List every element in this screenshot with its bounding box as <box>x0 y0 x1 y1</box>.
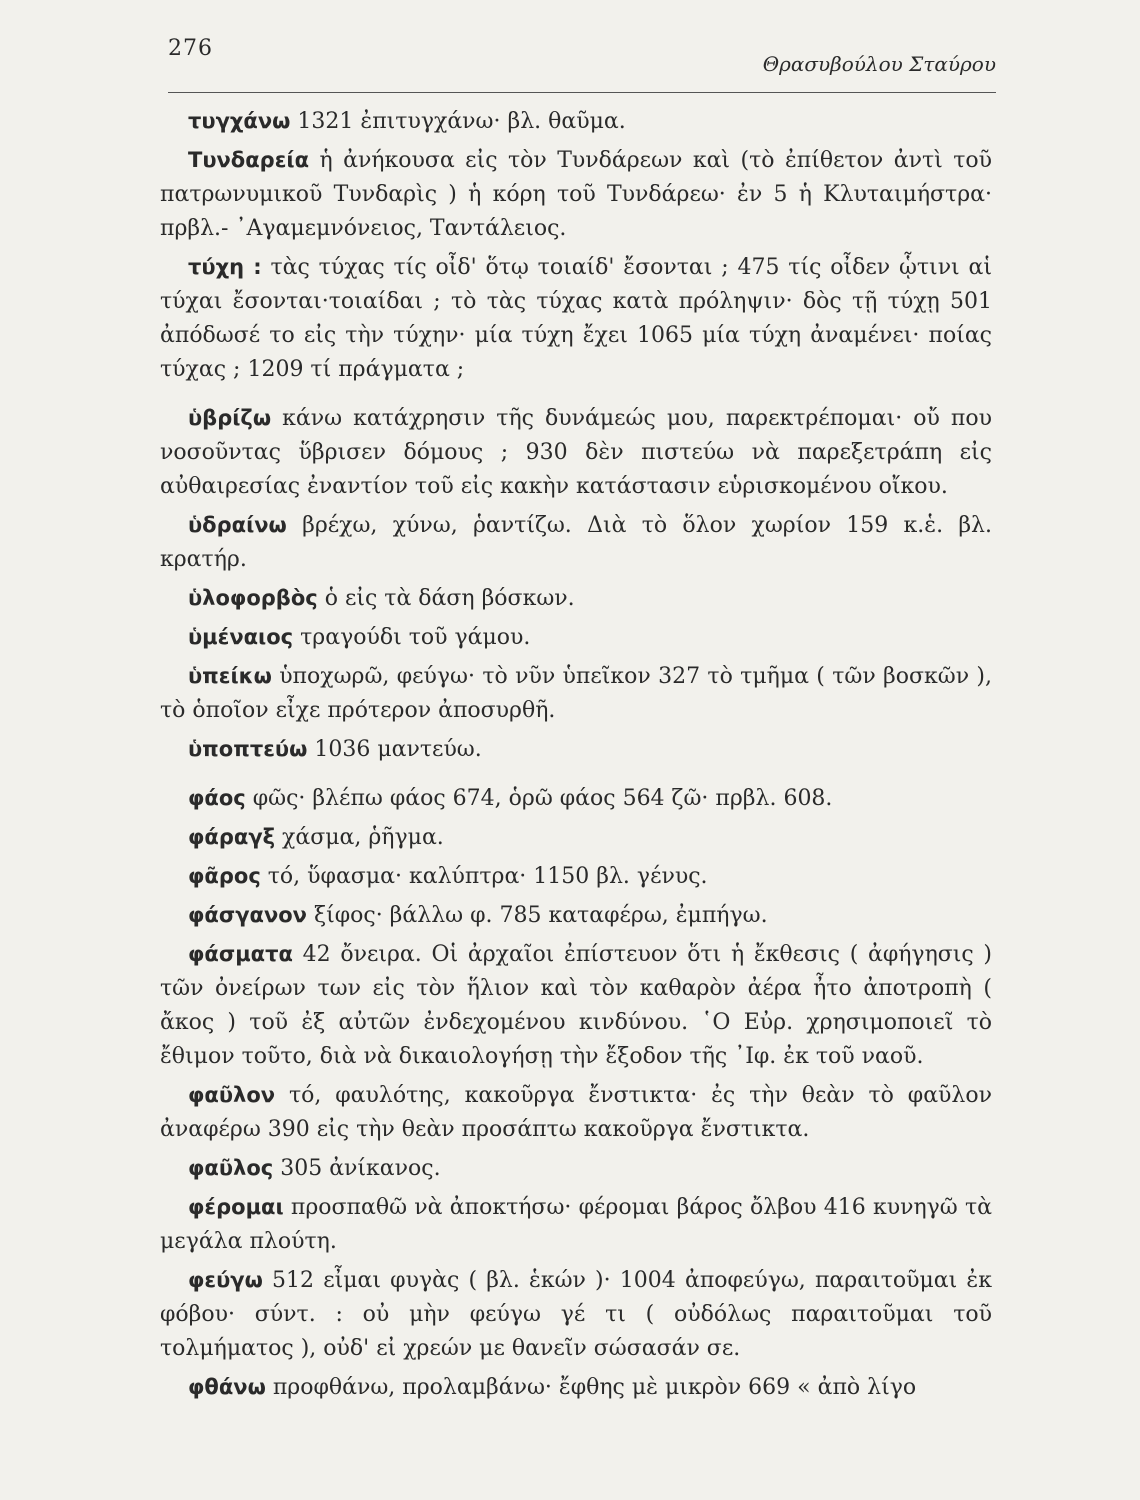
entry-definition: 42 ὄνειρα. Οἱ ἀρχαῖοι ἐπίστευον ὅτι ἡ ἔκθεσις ( ἀφήγησις ) τῶν ὀνείρων των εἰς τὸν ἥλιον καὶ τὸν καθαρὸν ἀέρα ἦτο ἀποτροπὴ ( ἄκος ) τοῦ ἐξ αὐτῶν ἐνδεχομένου κινδύνου. ῾Ο Εὐρ. χρησιμοποιεῖ τὸ ἔθιμον τοῦτο, διὰ νὰ δικαιολογήσῃ τὴν ἔξοδον τῆς ᾿Ιφ. ἐκ τοῦ ναοῦ. <box>160 942 993 1069</box>
running-title: Θρασυβούλου Σταύρου <box>762 52 996 76</box>
entry-definition: 305 ἀνίκανος. <box>280 1156 441 1181</box>
entry-definition: τὰς τύχας τίς οἶδ' ὅτῳ τοιαίδ' ἔσονται ; 475 τίς οἶδεν ᾧτινι αἱ τύχαι ἔσονται·τοιαίδαι ; τὸ τὰς τύχας κατὰ πρόληψιν· δὸς τῇ τύχῃ 501 ἀπόδωσέ το εἰς τὴν τύχην· μία τύχη ἔχει 1065 μία τύχη ἀναμένει· ποίας τύχας ; 1209 τί πράγματα ; <box>160 255 992 382</box>
glossary-entry <box>160 1190 992 1259</box>
entry-definition: φῶς· βλέπω φάος 674, ὁρῶ φάος 564 ζῶ· πρβλ. 608. <box>252 786 833 811</box>
glossary-entry <box>160 250 992 387</box>
entry-headword: φεύγω <box>188 1268 263 1292</box>
glossary-entries <box>160 104 992 1409</box>
glossary-entry <box>160 898 992 933</box>
entry-headword: ὑπείκω <box>188 664 272 688</box>
glossary-entry <box>160 937 992 1074</box>
entry-headword: Τυνδαρεία <box>188 148 309 172</box>
entry-headword: ὑβρίζω <box>188 406 272 430</box>
entry-headword: φάος <box>188 786 246 810</box>
entry-headword: ὑδραίνω <box>188 513 287 537</box>
glossary-entry <box>160 859 992 894</box>
entry-headword: ὑμέναιος <box>188 625 294 649</box>
glossary-entry <box>160 104 992 139</box>
entry-headword: φάραγξ <box>188 825 276 849</box>
glossary-entry <box>160 1263 992 1366</box>
glossary-entry <box>160 143 992 246</box>
entry-headword: φαῦλος <box>188 1156 274 1180</box>
entry-headword: φέρομαι <box>188 1195 284 1219</box>
entry-definition: τό, ὕφασμα· καλύπτρα· 1150 βλ. γένυς. <box>267 864 708 889</box>
glossary-entry <box>160 1078 992 1147</box>
entry-headword: φάσματα <box>188 942 293 966</box>
entry-headword: τύχη : <box>188 255 262 279</box>
entry-definition: ξίφος· βάλλω φ. 785 καταφέρω, ἐμπήγω. <box>313 903 768 928</box>
entry-headword: ὑλοφορβὸς <box>188 586 318 610</box>
entry-definition: χάσμα, ῥῆγμα. <box>282 825 444 850</box>
page-number: 276 <box>168 36 213 61</box>
entry-definition: 512 εἶμαι φυγὰς ( βλ. ἑκών )· 1004 ἀποφεύγω, παραιτοῦμαι ἐκ φόβου· σύντ. : οὐ μὴν φεύγω γέ τι ( οὐδόλως παραιτοῦμαι τοῦ τολμήματος ), οὐδ' εἰ χρεών με θανεῖν σώσασάν σε. <box>160 1268 992 1361</box>
entry-definition: προφθάνω, προλαμβάνω· ἔφθης μὲ μικρὸν 669 « ἀπὸ λίγο <box>272 1375 917 1400</box>
page-header <box>168 36 996 93</box>
glossary-entry <box>160 781 992 816</box>
entry-headword: φάσγανον <box>188 903 307 927</box>
entry-definition: 1036 μαντεύω. <box>314 737 482 762</box>
entry-headword: τυγχάνω <box>188 109 291 133</box>
entry-definition: 1321 ἐπιτυγχάνω· βλ. θαῦμα. <box>297 109 626 134</box>
glossary-entry <box>160 1370 992 1405</box>
glossary-entry <box>160 1151 992 1186</box>
glossary-entry <box>160 820 992 855</box>
glossary-entry <box>160 401 992 504</box>
entry-headword: φᾶρος <box>188 864 261 888</box>
entry-definition: τραγούδι τοῦ γάμου. <box>300 625 531 650</box>
entry-definition: τό, φαυλότης, κακοῦργα ἔνστικτα· ἐς τὴν θεὰν τὸ φαῦλον ἀναφέρω 390 εἰς τὴν θεὰν προσάπτω κακοῦργα ἔνστικτα. <box>160 1083 992 1142</box>
entry-definition: ὁ εἰς τὰ δάση βόσκων. <box>324 586 575 611</box>
entry-definition: ἡ ἀνήκουσα εἰς τὸν Τυνδάρεων καὶ (τὸ ἐπίθετον ἀντὶ τοῦ πατρωνυμικοῦ Τυνδαρὶς ) ἡ κόρη τοῦ Τυνδάρεω· ἐν 5 ἡ Κλυταιμήστρα· πρβλ.- ᾿Αγαμεμνόνειος, Ταντάλειος. <box>160 148 992 241</box>
entry-definition: κάνω κατάχρησιν τῆς δυνάμεώς μου, παρεκτρέπομαι· οὔ που νοσοῦντας ὕβρισεν δόμους ; 930 δὲν πιστεύω νὰ παρεξετράπη εἰς αὐθαιρεσίας ἐναντίον τοῦ εἰς κακὴν κατάστασιν εὑρισκομένου οἴκου. <box>160 406 992 499</box>
glossary-entry <box>160 659 992 728</box>
glossary-entry <box>160 732 992 767</box>
entry-headword: ὑποπτεύω <box>188 737 308 761</box>
glossary-entry <box>160 581 992 616</box>
entry-definition: ὑποχωρῶ, φεύγω· τὸ νῦν ὑπεῖκον 327 τὸ τμῆμα ( τῶν βοσκῶν ), τὸ ὁποῖον εἶχε πρότερον ἀποσυρθῆ. <box>160 664 992 723</box>
entry-headword: φαῦλον <box>188 1083 276 1107</box>
glossary-entry <box>160 620 992 655</box>
glossary-entry <box>160 508 992 577</box>
entry-definition: προσπαθῶ νὰ ἀποκτήσω· φέρομαι βάρος ὄλβου 416 κυνηγῶ τὰ μεγάλα πλούτη. <box>160 1195 992 1254</box>
entry-definition: βρέχω, χύνω, ῥαντίζω. Διὰ τὸ ὅλον χωρίον 159 κ.ἑ. βλ. κρατήρ. <box>160 513 992 572</box>
entry-headword: φθάνω <box>188 1375 266 1399</box>
